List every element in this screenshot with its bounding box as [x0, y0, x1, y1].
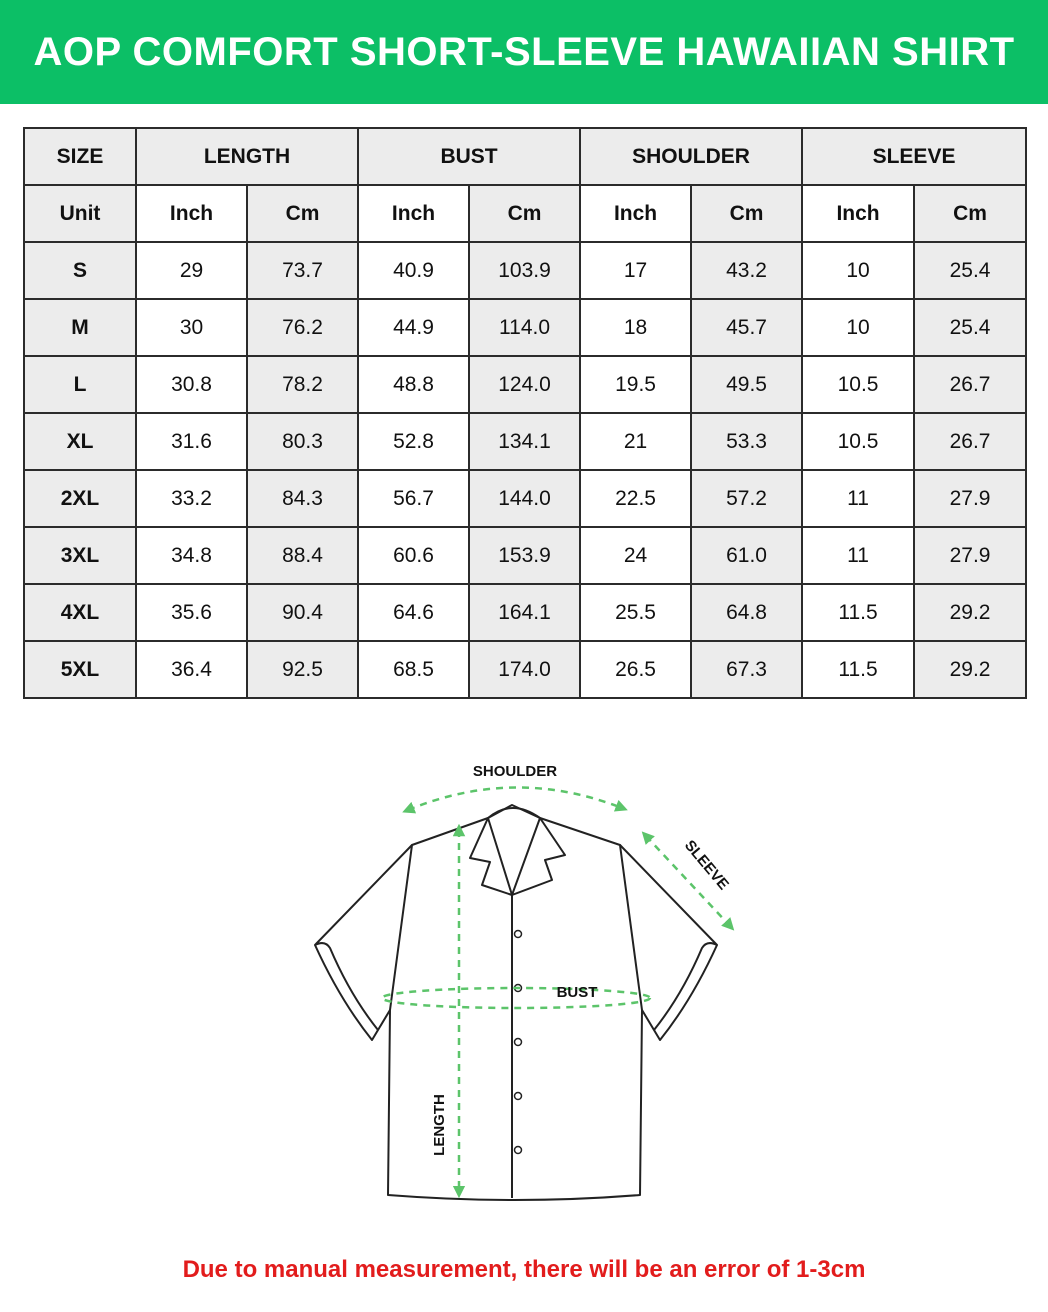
size-cell: XL [24, 413, 136, 470]
value-cell: 34.8 [136, 527, 247, 584]
value-cell: 52.8 [358, 413, 469, 470]
value-cell: 10 [802, 242, 914, 299]
value-cell: 30.8 [136, 356, 247, 413]
value-cell: 61.0 [691, 527, 802, 584]
size-cell: 3XL [24, 527, 136, 584]
value-cell: 44.9 [358, 299, 469, 356]
value-cell: 18 [580, 299, 691, 356]
value-cell: 21 [580, 413, 691, 470]
size-cell: 2XL [24, 470, 136, 527]
group-header-bust: BUST [358, 128, 580, 185]
value-cell: 33.2 [136, 470, 247, 527]
value-cell: 76.2 [247, 299, 358, 356]
value-cell: 64.6 [358, 584, 469, 641]
size-header: SIZE [24, 128, 136, 185]
unit-header-row [24, 185, 1026, 242]
value-cell: 57.2 [691, 470, 802, 527]
value-cell: 78.2 [247, 356, 358, 413]
value-cell: 27.9 [914, 470, 1026, 527]
value-cell: 174.0 [469, 641, 580, 698]
unit-inch: Inch [802, 185, 914, 242]
group-header-length: LENGTH [136, 128, 358, 185]
value-cell: 36.4 [136, 641, 247, 698]
value-cell: 11 [802, 470, 914, 527]
length-label: LENGTH [431, 1094, 448, 1156]
size-rows [24, 242, 1026, 698]
table-row [24, 641, 1026, 698]
value-cell: 11.5 [802, 584, 914, 641]
bust-label: BUST [556, 984, 598, 1001]
table-row [24, 356, 1026, 413]
title-banner [0, 0, 1048, 104]
table-row [24, 413, 1026, 470]
unit-cm: Cm [691, 185, 802, 242]
sleeve-label: SLEEVE [680, 836, 732, 894]
value-cell: 26.5 [580, 641, 691, 698]
value-cell: 29.2 [914, 641, 1026, 698]
value-cell: 30 [136, 299, 247, 356]
value-cell: 56.7 [358, 470, 469, 527]
shoulder-label: SHOULDER [472, 763, 558, 780]
value-cell: 26.7 [914, 356, 1026, 413]
value-cell: 48.8 [358, 356, 469, 413]
value-cell: 68.5 [358, 641, 469, 698]
value-cell: 84.3 [247, 470, 358, 527]
unit-inch: Inch [358, 185, 469, 242]
value-cell: 29.2 [914, 584, 1026, 641]
value-cell: 92.5 [247, 641, 358, 698]
size-cell: M [24, 299, 136, 356]
value-cell: 25.5 [580, 584, 691, 641]
value-cell: 19.5 [580, 356, 691, 413]
unit-header: Unit [24, 185, 136, 242]
group-header-sleeve: SLEEVE [802, 128, 1026, 185]
value-cell: 64.8 [691, 584, 802, 641]
group-header-shoulder: SHOULDER [580, 128, 802, 185]
value-cell: 25.4 [914, 299, 1026, 356]
size-cell: 5XL [24, 641, 136, 698]
value-cell: 25.4 [914, 242, 1026, 299]
value-cell: 27.9 [914, 527, 1026, 584]
unit-cm: Cm [914, 185, 1026, 242]
shirt-measurement-diagram [0, 740, 1048, 1220]
table-row [24, 584, 1026, 641]
value-cell: 90.4 [247, 584, 358, 641]
value-cell: 144.0 [469, 470, 580, 527]
value-cell: 88.4 [247, 527, 358, 584]
value-cell: 53.3 [691, 413, 802, 470]
value-cell: 29 [136, 242, 247, 299]
value-cell: 73.7 [247, 242, 358, 299]
value-cell: 153.9 [469, 527, 580, 584]
unit-cm: Cm [247, 185, 358, 242]
value-cell: 80.3 [247, 413, 358, 470]
value-cell: 164.1 [469, 584, 580, 641]
value-cell: 124.0 [469, 356, 580, 413]
unit-cm: Cm [469, 185, 580, 242]
value-cell: 17 [580, 242, 691, 299]
size-chart-table [23, 127, 1027, 699]
value-cell: 60.6 [358, 527, 469, 584]
unit-inch: Inch [580, 185, 691, 242]
value-cell: 67.3 [691, 641, 802, 698]
value-cell: 103.9 [469, 242, 580, 299]
table-row [24, 299, 1026, 356]
group-header-row [24, 128, 1026, 185]
value-cell: 22.5 [580, 470, 691, 527]
value-cell: 11.5 [802, 641, 914, 698]
value-cell: 31.6 [136, 413, 247, 470]
shirt-outline [315, 805, 717, 1200]
size-cell: L [24, 356, 136, 413]
value-cell: 45.7 [691, 299, 802, 356]
value-cell: 43.2 [691, 242, 802, 299]
value-cell: 10.5 [802, 413, 914, 470]
value-cell: 10.5 [802, 356, 914, 413]
size-cell: S [24, 242, 136, 299]
unit-inch: Inch [136, 185, 247, 242]
value-cell: 114.0 [469, 299, 580, 356]
value-cell: 10 [802, 299, 914, 356]
size-cell: 4XL [24, 584, 136, 641]
measurement-disclaimer: Due to manual measurement, there will be an error of 1-3cm [182, 1256, 866, 1283]
value-cell: 49.5 [691, 356, 802, 413]
table-row [24, 527, 1026, 584]
value-cell: 134.1 [469, 413, 580, 470]
value-cell: 11 [802, 527, 914, 584]
value-cell: 40.9 [358, 242, 469, 299]
value-cell: 35.6 [136, 584, 247, 641]
table-row [24, 242, 1026, 299]
value-cell: 26.7 [914, 413, 1026, 470]
table-row [24, 470, 1026, 527]
value-cell: 24 [580, 527, 691, 584]
page-title: AOP COMFORT SHORT-SLEEVE HAWAIIAN SHIRT [33, 29, 1015, 74]
